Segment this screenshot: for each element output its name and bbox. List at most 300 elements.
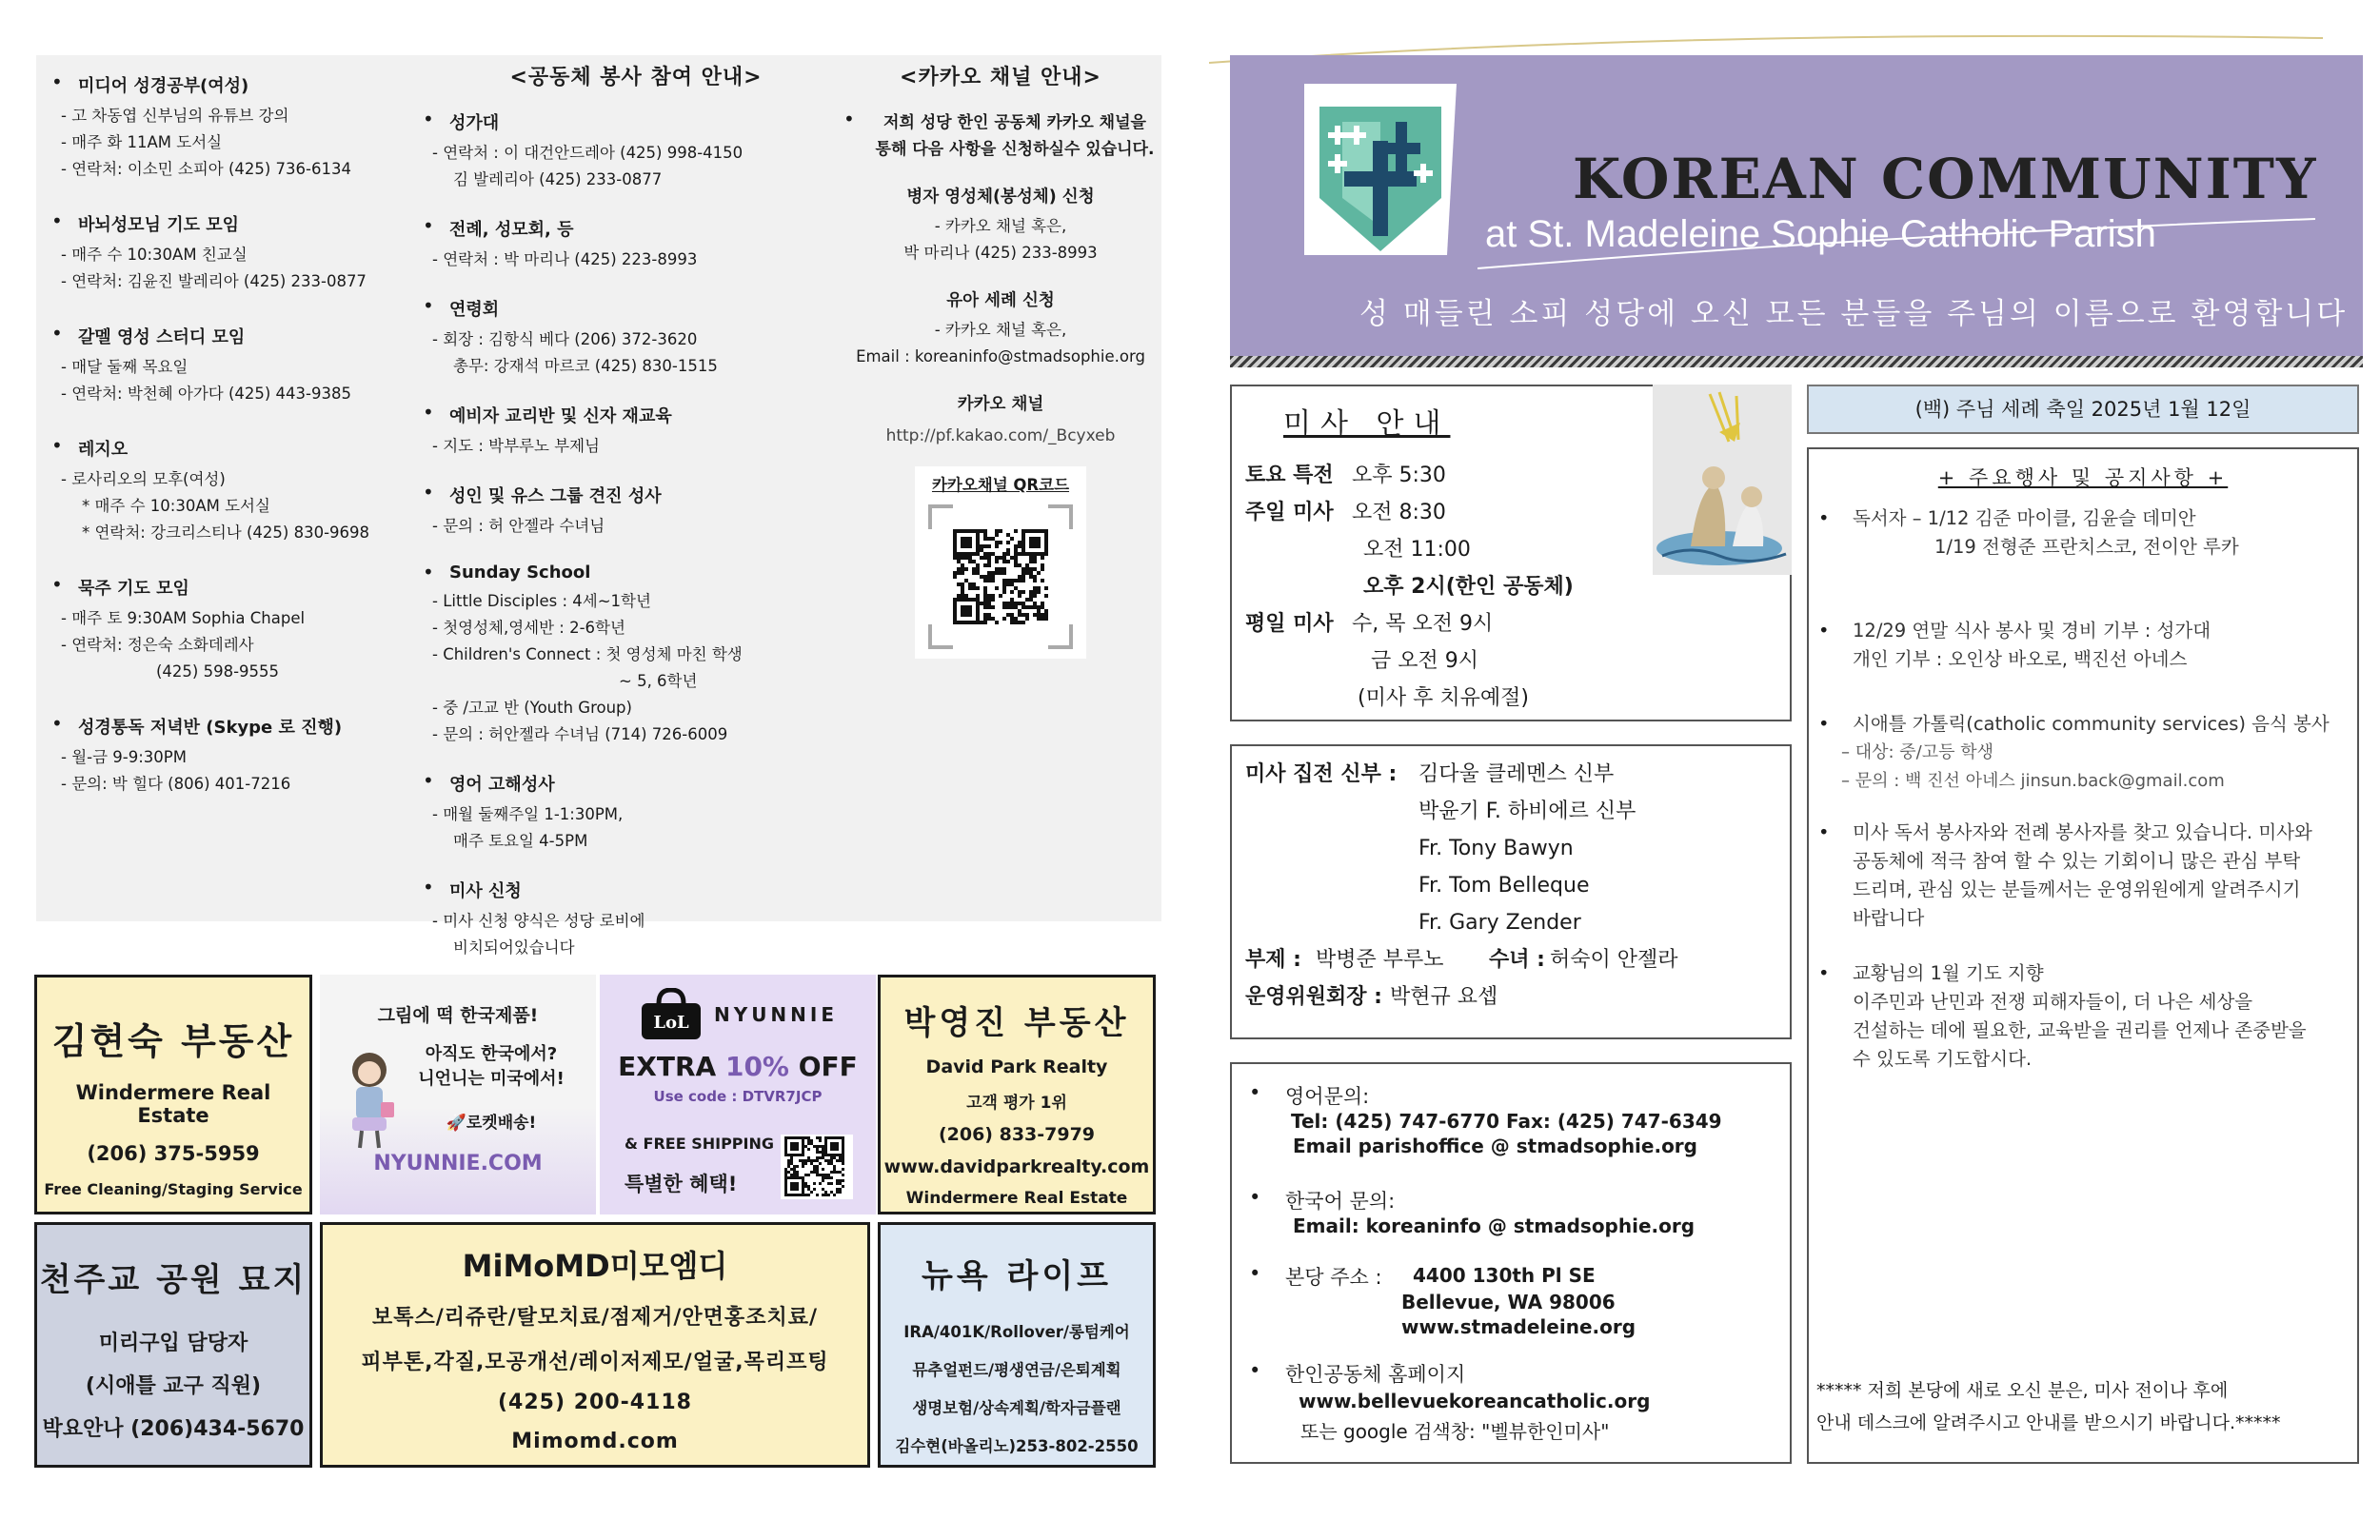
qr-cell [1033, 613, 1037, 617]
qr-cell [784, 1168, 787, 1171]
qr-cell [1025, 571, 1029, 575]
qr-cell [961, 567, 964, 571]
qr-cell [1033, 567, 1037, 571]
qr-cell [804, 1159, 807, 1162]
qr-cell [1041, 567, 1044, 571]
qr-cell [1018, 579, 1021, 582]
clergy-box: 미사 집전 신부 : 김다울 클레멘스 신부 박윤기 F. 하비에르 신부 Fr. Tony Bawyn Fr. Tom Belleque Fr. Gary Zender 부제 : 박병준 부루노 수녀 : 허숙이 안젤라 운영위원회장 : 박현규 요셉 [1230, 744, 1792, 1039]
header-stripe-border [1230, 356, 2363, 367]
qr-cell [972, 560, 976, 563]
qr-cell [813, 1168, 816, 1171]
header-subtitle: at St. Madeleine Sophie Catholic Parish [1485, 213, 2156, 255]
qr-cell [1006, 548, 1010, 552]
qr-cell [810, 1159, 813, 1162]
kakao-column [843, 61, 1158, 659]
qr-cell [807, 1159, 810, 1162]
news-item-line: 개인 기부 : 오인상 바오로, 백진선 아네스 [1853, 648, 2188, 670]
service-item-line: - 미사 신청 양식은 성당 로비에 [432, 912, 645, 930]
qr-cell [813, 1182, 816, 1185]
qr-cell [830, 1171, 833, 1174]
ad-kim-phone: (206) 375-5959 [87, 1142, 260, 1165]
qr-cell [836, 1188, 839, 1191]
qr-cell [957, 560, 961, 563]
group-item-line: - 연락처: 정은숙 소화데레사 [61, 636, 254, 654]
qr-cell [980, 621, 983, 624]
homepage-url[interactable]: www.bellevuekoreancatholic.org [1299, 1390, 1651, 1412]
qr-cell [983, 579, 987, 582]
qr-cell [1014, 617, 1018, 621]
qr-cell [961, 594, 964, 598]
qr-cell [816, 1171, 819, 1174]
qr-cell [827, 1174, 830, 1176]
qr-cell [824, 1159, 827, 1162]
nyunnie-qr-code-icon[interactable] [781, 1135, 853, 1199]
service-item [417, 563, 855, 748]
service-item-title: • 성인 및 유스 그룹 견진 성사 [449, 486, 662, 506]
qr-cell [807, 1136, 810, 1139]
ad-life-line3: 생명보험/상속계획/학자금플랜 [912, 1399, 1121, 1417]
service-item-title: • Sunday School [449, 563, 591, 582]
service-item-line: - 연락처 : 이 대건안드레아 (425) 998-4150 [432, 144, 744, 162]
ad-kim-service: Free Cleaning/Staging Service [44, 1180, 303, 1198]
qr-cell [1029, 598, 1033, 602]
qr-cell [1014, 605, 1018, 609]
service-item-line: 비치되어있습니다 [453, 938, 575, 957]
ad-mimo-line1: 보톡스/리쥬란/탈모치료/점제거/안면홍조치료/ [372, 1306, 818, 1330]
qr-cell [999, 594, 1002, 598]
qr-cell [957, 556, 961, 560]
qr-cell [987, 602, 991, 605]
qr-cell [995, 621, 999, 624]
qr-cell [1033, 586, 1037, 590]
qr-cell [1010, 605, 1014, 609]
community-header [1230, 55, 2363, 367]
news-item-line: 이주민과 난민과 전쟁 피해자들이, 더 나은 세상을 [1853, 991, 2253, 1013]
group-item-title: • 성경통독 저녁반 (Skype 로 진행) [78, 718, 343, 738]
qr-cell [980, 529, 983, 533]
qr-cell [987, 613, 991, 617]
group-item-title: • 묵주 기도 모임 [78, 579, 189, 599]
qr-cell [953, 575, 957, 579]
qr-cell [1029, 590, 1033, 594]
qr-cell [999, 529, 1002, 533]
qr-cell [1014, 602, 1018, 605]
qr-cell [833, 1168, 836, 1171]
qr-cell [987, 594, 991, 598]
shopping-bag-icon [638, 988, 704, 1041]
qr-cell [1010, 602, 1014, 605]
kakao-url[interactable]: http://pf.kakao.com/_Bcyxeb [885, 426, 1116, 445]
news-footer: ***** 저희 본당에 새로 오신 분은, 미사 전이나 후에 안내 데스크에 알려주시고 안내를 받으시기 바랍니다.***** [1816, 1380, 2281, 1433]
qr-cell [983, 544, 987, 548]
service-item-line: - 회장 : 김항식 베다 (206) 372-3620 [432, 330, 698, 348]
qr-cell [796, 1174, 799, 1176]
nyunnie-code: Use code : DTVR7JCP [653, 1088, 823, 1105]
qr-cell [987, 552, 991, 556]
qr-cell [827, 1162, 830, 1165]
qr-cell [961, 556, 964, 560]
qr-cell [957, 571, 961, 575]
group-item [46, 436, 417, 546]
news-box [1807, 447, 2359, 1464]
qr-cell [810, 1142, 813, 1145]
qr-cell [802, 1165, 804, 1168]
qr-cell [1010, 556, 1014, 560]
group-item-line: * 연락처: 강크리스티나 (425) 830-9698 [82, 523, 370, 542]
qr-cell [784, 1174, 787, 1176]
qr-cell [980, 556, 983, 560]
header-welcome: 성 매들린 소피 성당에 오신 모든 분들을 주님의 이름으로 환영합니다 [1359, 297, 2349, 331]
qr-cell [1037, 586, 1041, 590]
qr-cell [972, 571, 976, 575]
nyunnie-brand: NYUNNIE [713, 1003, 839, 1026]
qr-cell [807, 1174, 810, 1176]
mass-title: 미사 안내 [1283, 407, 1451, 441]
qr-cell [991, 537, 995, 541]
qr-cell [1010, 537, 1014, 541]
ad-cem-name: 천주교 공원 묘지 [39, 1261, 307, 1299]
kakao-qr-code-icon[interactable] [924, 501, 1077, 653]
qr-cell [822, 1179, 824, 1182]
qr-cell [824, 1194, 827, 1196]
qr-cell [1033, 560, 1037, 563]
news-item-line: 공동체에 적극 참여 할 수 있는 기회이니 많은 관심 부탁 [1853, 850, 2301, 872]
qr-cell [822, 1156, 824, 1159]
kakao-block [843, 287, 1158, 370]
group-item-line: * 매주 수 10:30AM 도서실 [82, 497, 270, 515]
qr-cell [1010, 621, 1014, 624]
qr-cell [1029, 575, 1033, 579]
qr-cell [995, 544, 999, 548]
service-item-title: • 영어 고해성사 [449, 775, 555, 795]
group-item-line: - 월-금 9-9:30PM [61, 748, 187, 766]
qr-cell [987, 537, 991, 541]
news-bullet: • [1818, 821, 1830, 843]
group-item [46, 714, 417, 798]
qr-cell [983, 602, 987, 605]
qr-cell [964, 567, 968, 571]
qr-cell [1018, 552, 1021, 556]
qr-cell [816, 1151, 819, 1154]
qr-cell [804, 1145, 807, 1148]
qr-cell [816, 1194, 819, 1196]
qr-cell [1044, 609, 1048, 613]
qr-cell [968, 582, 972, 586]
qr-cell [1025, 563, 1029, 567]
news-item-line: 수 있도록 기도합시다. [1853, 1048, 2033, 1070]
group-item-line: - 매주 수 10:30AM 친교실 [61, 246, 248, 264]
qr-cell [804, 1174, 807, 1176]
qr-cell [983, 575, 987, 579]
qr-cell [1029, 571, 1033, 575]
qr-cell [1014, 586, 1018, 590]
qr-cell [987, 605, 991, 609]
service-item-title: • 연령회 [449, 300, 500, 320]
qr-cell [833, 1171, 836, 1174]
qr-cell [983, 563, 987, 567]
qr-cell [813, 1159, 816, 1162]
qr-cell [807, 1194, 810, 1196]
qr-cell [807, 1142, 810, 1145]
qr-cell [964, 579, 968, 582]
qr-cell [972, 586, 976, 590]
qr-cell [983, 586, 987, 590]
qr-cell [813, 1188, 816, 1191]
qr-cell [822, 1174, 824, 1176]
qr-cell [822, 1194, 824, 1196]
qr-cell [830, 1156, 833, 1159]
qr-cell [1010, 579, 1014, 582]
group-item-title: • 갈멜 영성 스터디 모임 [78, 327, 246, 347]
qr-cell [1014, 529, 1018, 533]
qr-cell [1025, 598, 1029, 602]
qr-cell [991, 571, 995, 575]
qr-cell [819, 1182, 822, 1185]
service-item-line: - Little Disciples : 4세~1학년 [432, 592, 651, 610]
ad-cem-line1: 미리구입 담당자 [98, 1332, 248, 1355]
qr-cell [983, 598, 987, 602]
service-item-line: 김 발레리아 (425) 233-0877 [453, 170, 663, 188]
group-item-line: - 연락처: 김윤진 발레리아 (425) 233-0877 [61, 272, 367, 290]
qr-cell [1037, 609, 1041, 613]
nyunnie-shipping: & FREE SHIPPING [625, 1135, 774, 1153]
qr-cell [1041, 605, 1044, 609]
qr-cell [999, 556, 1002, 560]
qr-cell [816, 1159, 819, 1162]
nyunnie-logo-text: LoL [653, 1013, 689, 1033]
qr-cell [991, 594, 995, 598]
qr-cell [972, 567, 976, 571]
address-line-2: Bellevue, WA 98006 [1401, 1291, 1616, 1313]
qr-cell [1014, 579, 1018, 582]
qr-cell [980, 575, 983, 579]
ad-korean-products [320, 975, 596, 1214]
service-section-title: <공동체 봉사 참여 안내> [509, 66, 763, 89]
contact-english-tel: Tel: (425) 747-6770 Fax: (425) 747-6349 [1291, 1110, 1722, 1133]
qr-cell [1044, 586, 1048, 590]
nyunnie-special: 특별한 혜택! [625, 1173, 738, 1195]
qr-cell [822, 1154, 824, 1156]
qr-cell [816, 1156, 819, 1159]
qr-cell [819, 1156, 822, 1159]
qr-cell [790, 1156, 793, 1159]
qr-cell [999, 567, 1002, 571]
qr-cell [1014, 544, 1018, 548]
group-item-line: - 문의: 박 힐다 (806) 401-7216 [61, 775, 291, 793]
qr-cell [804, 1162, 807, 1165]
qr-finder [830, 1142, 839, 1151]
qr-cell [1014, 552, 1018, 556]
qr-cell [842, 1179, 844, 1182]
service-item-title: • 성가대 [449, 113, 500, 133]
qr-cell [964, 556, 968, 560]
qr-cell [830, 1159, 833, 1162]
qr-cell [790, 1174, 793, 1176]
qr-cell [827, 1182, 830, 1185]
contact-korean-email[interactable]: Email: koreaninfo @ stmadsophie.org [1293, 1214, 1696, 1237]
service-item-line: - 지도 : 박부루노 부제님 [432, 437, 600, 455]
kakao-section-title: <카카오 채널 안내> [900, 66, 1101, 89]
qr-cell [995, 586, 999, 590]
girl-shopping-icon [341, 1049, 398, 1154]
qr-cell [807, 1156, 810, 1159]
qr-cell [995, 541, 999, 544]
news-item-text [1841, 710, 2330, 796]
kakao-block-title: 병자 영성체(봉성체) 신청 [906, 188, 1095, 207]
kakao-block-line: - 카카오 채널 혹은, [934, 217, 1067, 235]
left-info-panel [36, 55, 1161, 957]
qr-cell [813, 1171, 816, 1174]
qr-cell [787, 1165, 790, 1168]
ad-kim-name: 김현숙 부동산 [51, 1020, 295, 1062]
service-item-line: 매주 토요일 4-5PM [453, 832, 588, 850]
service-item [417, 403, 855, 460]
contact-english-email[interactable]: Email parishoffice @ stmadsophie.org [1293, 1135, 1697, 1157]
qr-cell [1033, 556, 1037, 560]
news-item-line: 바랍니다 [1853, 907, 1925, 929]
qr-cell [1037, 590, 1041, 594]
qr-cell [790, 1168, 793, 1171]
qr-cell [804, 1185, 807, 1188]
qr-cell [824, 1174, 827, 1176]
mass-schedule-box: 미사 안내 토요 특전 오후 5:30 주일 미사 오전 8:30 오전 11:00 오후 2시(한인 공동체) 평일 미사 수, 목 오전 9시 금 오전 9시 (미사 후 치유예절) [1230, 385, 1792, 721]
qr-cell [1018, 613, 1021, 617]
ad-mimo-site[interactable]: Mimomd.com [511, 1430, 679, 1453]
qr-cell [983, 529, 987, 533]
qr-cell [1029, 560, 1033, 563]
qr-cell [784, 1171, 787, 1174]
qr-cell [839, 1179, 842, 1182]
qr-cell [804, 1182, 807, 1185]
qr-cell [836, 1171, 839, 1174]
qr-cell [804, 1136, 807, 1139]
ad-life-line2: 뮤추얼펀드/평생연금/은퇴계획 [912, 1361, 1121, 1379]
ad-park-phone: (206) 833-7979 [938, 1124, 1096, 1145]
qr-cell [991, 579, 995, 582]
qr-cell [961, 582, 964, 586]
qr-cell [1033, 575, 1037, 579]
qr-cell [793, 1165, 796, 1168]
contact-box: • 영어문의: Tel: (425) 747-6770 Fax: (425) 747-6349 Email parishoffice @ stmadsophie.org • 한국어 문의: Email: koreaninfo @ stmadsophie.org • 본당 주소 : 4400 130th Pl SE Bellevue, WA 98006 www.stmadeleine.org • 한인공동체 홈페이지 www.bellevuekoreancatholic.org 또는 google 검색창: "벨뷰한인미사" [1230, 1062, 1792, 1464]
qr-cell [1021, 579, 1025, 582]
group-item [46, 72, 417, 183]
qr-cell [842, 1168, 844, 1171]
qr-cell [1029, 605, 1033, 609]
qr-cell [1010, 598, 1014, 602]
qr-cell [976, 567, 980, 571]
qr-cell [1006, 552, 1010, 556]
qr-cell [991, 575, 995, 579]
ad-park-site[interactable]: www.davidparkrealty.com [883, 1156, 1150, 1177]
qr-cell [1002, 602, 1006, 605]
qr-cell [807, 1185, 810, 1188]
qr-cell [983, 613, 987, 617]
qr-cell [1033, 605, 1037, 609]
qr-cell [819, 1174, 822, 1176]
qr-cell [819, 1151, 822, 1154]
qr-cell [822, 1151, 824, 1154]
qr-cell [972, 582, 976, 586]
qr-cell [968, 556, 972, 560]
ad-new-york-life [878, 1222, 1156, 1468]
ad-kfood-site[interactable]: NYUNNIE.COM [373, 1152, 543, 1175]
qr-cell [987, 579, 991, 582]
qr-cell [836, 1182, 839, 1185]
qr-cell [976, 571, 980, 575]
qr-cell [976, 586, 980, 590]
news-title: + 주요행사 및 공지사항 + [1937, 466, 2229, 489]
qr-cell [842, 1156, 844, 1159]
qr-cell [1002, 605, 1006, 609]
group-item-title: • 레지오 [78, 440, 129, 460]
qr-cell [1006, 582, 1010, 586]
qr-cell [816, 1148, 819, 1151]
qr-cell [961, 563, 964, 567]
qr-cell [793, 1171, 796, 1174]
kakao-qr-card [915, 466, 1086, 659]
ad-kfood-line2b: 니언니는 미국에서! [418, 1069, 565, 1089]
ad-kfood-line2a: 아직도 한국에서? [425, 1044, 558, 1064]
qr-cell [995, 556, 999, 560]
address-website[interactable]: www.stmadeleine.org [1401, 1315, 1636, 1338]
qr-cell [830, 1176, 833, 1179]
qr-cell [957, 582, 961, 586]
qr-cell [836, 1191, 839, 1194]
qr-cell [1018, 609, 1021, 613]
qr-cell [1041, 617, 1044, 621]
news-item-line: 교황님의 1월 기도 지향 [1853, 962, 2044, 984]
qr-cell [1033, 594, 1037, 598]
service-item [417, 296, 855, 380]
qr-cell [833, 1194, 836, 1196]
qr-cell [842, 1159, 844, 1162]
service-item-line: ~ 5, 6학년 [619, 672, 698, 690]
qr-cell [983, 617, 987, 621]
qr-cell [957, 594, 961, 598]
ad-park-name: 박영진 부동산 [903, 1004, 1130, 1042]
ad-park-realty [878, 975, 1156, 1214]
qr-cell [1044, 617, 1048, 621]
ad-life-name: 뉴욕 라이프 [921, 1257, 1113, 1295]
qr-cell [822, 1168, 824, 1171]
qr-cell [839, 1191, 842, 1194]
ad-park-rating: 고객 평가 1위 [966, 1094, 1067, 1113]
news-item-text [1853, 959, 2307, 1074]
service-item-line: - Children's Connect : 첫 영성체 마친 학생 [432, 645, 743, 663]
ad-catholic-cemetery [34, 1222, 312, 1468]
qr-cell [1018, 602, 1021, 605]
news-item-text [1853, 504, 2239, 562]
qr-cell [1041, 602, 1044, 605]
qr-cell [1041, 579, 1044, 582]
qr-cell [1021, 571, 1025, 575]
ad-kim-realty [34, 975, 312, 1214]
group-item-line: - 로사리오의 모후(여성) [61, 470, 226, 488]
qr-cell [961, 586, 964, 590]
qr-cell [1029, 567, 1033, 571]
group-item-line: - 매달 둘째 목요일 [61, 358, 188, 376]
qr-cell [824, 1176, 827, 1179]
qr-cell [961, 590, 964, 594]
qr-cell [983, 590, 987, 594]
news-bullet: • [1818, 507, 1830, 529]
qr-cell [983, 605, 987, 609]
qr-cell [816, 1145, 819, 1148]
ad-cem-contact: 박요안나 (206)434-5670 [42, 1417, 305, 1441]
qr-cell [1041, 556, 1044, 560]
service-item [417, 878, 855, 961]
qr-cell [1010, 613, 1014, 617]
